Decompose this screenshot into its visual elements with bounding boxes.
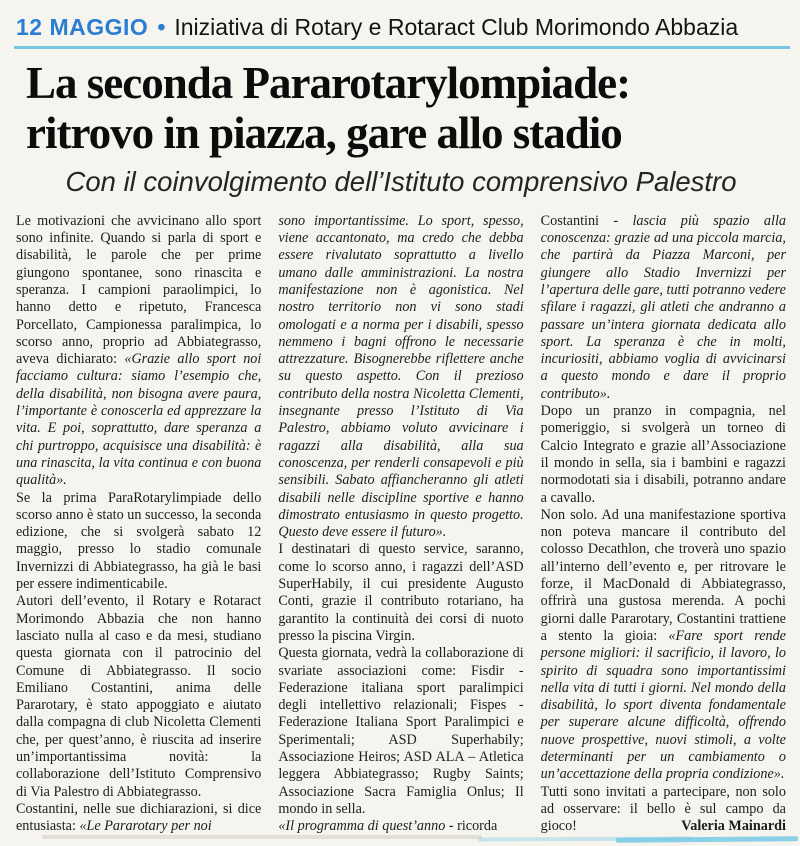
text-segment: «Fare sport rende persone migliori: il sacrificio, il lavoro, lo spirito di squadra sono importantissimi nella vita di tutti i giorni. Nel mondo della disabilità, lo sport diventa fondamentale per superare alcune difficoltà, offrendo nuove prospettive, nuovi stimoli, a volte determinanti per un cambiamento o un’accettazione della propria condizione». [540,627,786,783]
paragraph [278,818,523,835]
paragraph [16,213,261,490]
subheadline: Con il coinvolgimento dell’Istituto comprensivo Palestro [65,165,737,197]
paragraph [541,784,786,836]
bullet-icon: • [157,14,166,40]
text-segment: Costantini, nelle sue dichiarazioni, si dice entusiasta: [16,800,262,835]
text-segment: Autori dell’evento, il Rotary e Rotaract Morimondo Abbazia che non hanno lasciato nulla al caso e da mesi, studiano questa giornata con il patrocinio del Comune di Abbiategrasso. Il socio Emiliano Costantini, anima delle Pararotary, è stato appoggiato e aiutato dalla compagna di club Nicoletta Clementi che, per quest’anno, è riuscita ad inserire un’importantissima novità: la collaborazione dell’Istituto Comprensivo di Via Palestro di Abbiategrasso. [16,593,262,800]
paragraph [278,541,523,645]
headline-line-1: La seconda Pararotarylompiade: [26,58,631,108]
kicker-date: 12 MAGGIO [16,14,149,40]
text-segment: Costantini - [540,212,633,229]
headline-line-2: ritrovo in piazza, gare allo stadio [26,108,622,159]
paragraph [16,593,261,801]
text-segment: Le motivazioni che avvicinano allo sport sono infinite. Quando si parla di sport e disabilità, le parole che per prime giungono spontanee, sono rinascita e speranza. I campioni paraolimpici, lo hanno detto e ripetuto, Francesca Porcellato, Campionessa paralimpica, lo scorso anno, proprio ad Abbiategrasso, aveva dichiarato: [16,212,262,368]
scan-artifact-gray [42,835,482,839]
text-segment: sono importantissime. Lo sport, spesso, viene accantonato, ma credo che debba essere rivalutato soprattutto a livello umano dalle amministrazioni. La nostra manifestazione non è agonistica. Nel nostro territorio non vi sono stadi omologati e a norma per i disabili, spesso nemmeno i bagni offrono le necessarie attrezzature. Bisognerebbe riflettere anche su questo aspetto. Con il prezioso contributo della nostra Nicoletta Clementi, insegnante presso l’Istituto di Via Palestro, abbiamo voluto avvicinare i ragazzi alla disabilità, alla sua conoscenza, per renderli consapevoli e più sensibili. Sabato affiancheranno gli atleti disabili nelle discipline sportive e hanno dimostrato entusiasmo in questo progetto. Questo deve essere il futuro». [278,212,524,541]
text-segment: Questa giornata, vedrà la collaborazione di svariate associazioni come: Fisdir - Federazione italiana sport paralimpici degli intellettivo relazionali; Fispes - Federazione Italiana Sport Paralimpici e Sperimentali; ASD Superhabily; Associazione Heiros; ASD ALA – Atletica leggera Abbiategrasso; Rugby Saints; Associazione Sacra Famiglia Onlus; Il mondo in sella. [278,645,524,817]
column-2 [278,213,523,836]
kicker-text: Iniziativa di Rotary e Rotaract Club Morimondo Abbazia [174,14,739,40]
paragraph [16,801,261,836]
headline [26,58,788,159]
text-segment: lascia più spazio alla conoscenza: grazie ad una piccola marcia, che partirà da Piazza Marconi, per giungere allo Stadio Invernizzi per l’apertura delle gare, tutti potranno vedere sfilare i ragazzi, gli atleti che andranno a passare un’intera giornata dedicata allo sport. La speranza è che in molti, incuriositi, abbiamo voglia di avvicinarsi a questo mondo e dare il proprio contributo». [540,212,786,402]
kicker [12,14,790,41]
column-1 [16,213,261,836]
text-segment: «Le Pararotary per noi [79,818,212,835]
text-segment: Se la prima ParaRotarylimpiade dello scorso anno è stato un successo, la seconda edizione, che si svolgerà sabato 12 maggio, presso lo stadio comunale Invernizzi di Abbiategrasso, ha già le basi per essere indimenticabile. [16,489,262,593]
paragraph [16,490,261,594]
byline: Valeria Mainardi [681,818,786,835]
paragraph [278,213,523,542]
column-3 [541,213,786,836]
paragraph [541,507,786,784]
article-header [12,14,790,198]
article-body [12,213,790,836]
paragraph [541,403,786,507]
text-segment: - ricorda [445,818,498,835]
text-segment: «Il programma di quest’anno [278,818,446,835]
text-segment: Non solo. Ad una manifestazione sportiva non poteva mancare il contributo del colosso Decathlon, che troverà uno spazio all’interno dell’evento e, per ritrovare le forze, il MacDonald di Abbiategrasso, offrirà una gustosa merenda. A pochi giorni dalle Pararotary, Costantini trattiene a stento la gioia: [540,506,786,644]
text-segment: Dopo un pranzo in compagnia, nel pomeriggio, si svolgerà un torneo di Calcio Integrato e grazie all’Associazione il mondo in sella, sia i bambini e ragazzi normodotati sia i disabili, potranno andare a cavallo. [540,403,786,506]
scan-artifact-cyan-strong [616,836,798,843]
kicker-underline-rule [14,46,790,49]
paragraph [278,645,523,818]
text-segment: «Grazie allo sport noi facciamo cultura: siamo l’esempio che, della disabilità, non bisogna avere paura, l’importante è conoscerla ed apprezzare la vita. E poi, soprattutto, dare speranza a chi purtroppo, acquisisce una disabilità: è una rinascita, la vita continua e con buona qualità». [16,351,262,489]
paragraph [541,213,786,403]
text-segment: Tutti sono invitati a partecipare, non solo ad osservare: il bello è sul campo da gioco! [540,783,786,835]
text-segment: I destinatari di questo service, saranno, come lo scorso anno, i ragazzi dell’ASD SuperHabily, il cui presidente Augusto Conti, grazie il contributo rotariano, ha garantito la continuità dei corsi di nuoto presso la piscina Virgin. [278,541,524,644]
